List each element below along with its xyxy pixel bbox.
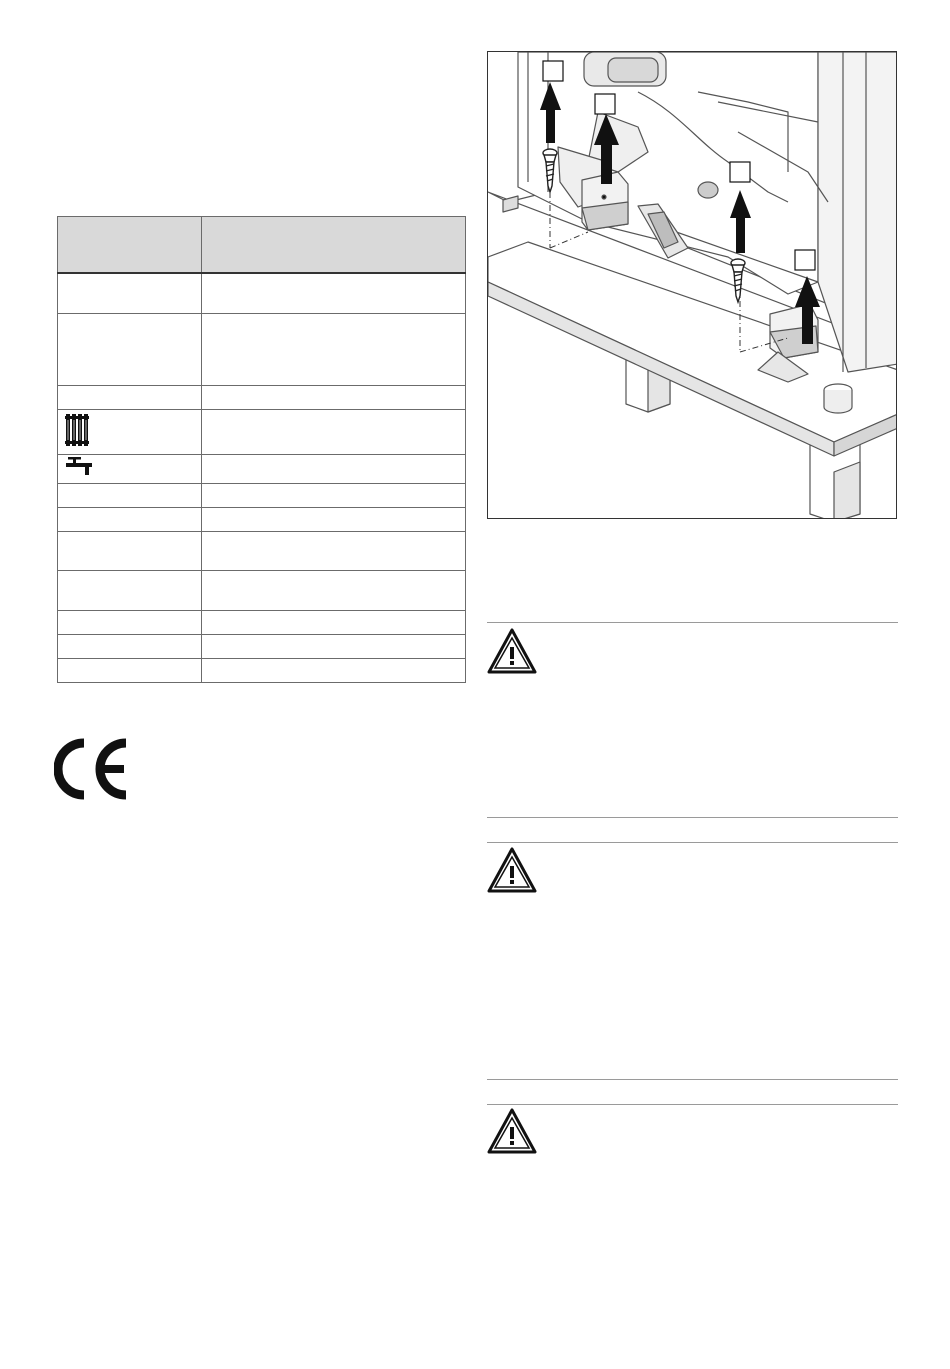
table-cell	[202, 610, 466, 634]
table-row	[58, 409, 466, 454]
table-cell	[58, 409, 202, 454]
callout-box-1	[543, 61, 563, 81]
table-header-cell	[58, 217, 202, 274]
table-cell	[202, 570, 466, 610]
warning-triangle-icon	[487, 628, 537, 674]
table-cell	[58, 313, 202, 385]
warning-triangle-icon	[487, 847, 537, 893]
table-row	[58, 313, 466, 385]
callout-box-2	[595, 94, 615, 114]
table-cell	[58, 658, 202, 682]
section-divider	[487, 622, 898, 623]
table-cell	[58, 507, 202, 531]
table-row	[58, 273, 466, 313]
table-header-cell	[202, 217, 466, 274]
table-cell	[58, 454, 202, 483]
section-divider	[487, 1079, 898, 1080]
table-row	[58, 658, 466, 682]
table-cell	[58, 531, 202, 570]
table-row	[58, 483, 466, 507]
table-cell	[58, 610, 202, 634]
section-divider	[487, 1104, 898, 1105]
tap-icon	[64, 456, 94, 481]
table-header-row	[58, 217, 466, 274]
table-cell	[58, 273, 202, 313]
table-cell	[202, 483, 466, 507]
radiator-icon	[64, 413, 90, 450]
table-cell	[202, 634, 466, 658]
section-divider	[487, 842, 898, 843]
table-cell	[202, 531, 466, 570]
table-cell	[202, 273, 466, 313]
table-cell	[58, 483, 202, 507]
table-row	[58, 454, 466, 483]
table-cell	[58, 385, 202, 409]
table-cell	[202, 454, 466, 483]
section-divider	[487, 817, 898, 818]
table-row	[58, 610, 466, 634]
table-cell	[58, 634, 202, 658]
table-cell	[58, 570, 202, 610]
table-row	[58, 570, 466, 610]
callout-box-3	[730, 162, 750, 182]
table-cell	[202, 409, 466, 454]
table-cell	[202, 313, 466, 385]
table-row	[58, 507, 466, 531]
table-cell	[202, 658, 466, 682]
installation-figure	[487, 51, 897, 519]
table-row	[58, 385, 466, 409]
specification-table	[57, 216, 466, 683]
warning-triangle-icon	[487, 1108, 537, 1154]
table-cell	[202, 385, 466, 409]
table-row	[58, 634, 466, 658]
ce-mark-logo	[54, 738, 132, 800]
callout-box-4	[795, 250, 815, 270]
table-row	[58, 531, 466, 570]
table-cell	[202, 507, 466, 531]
